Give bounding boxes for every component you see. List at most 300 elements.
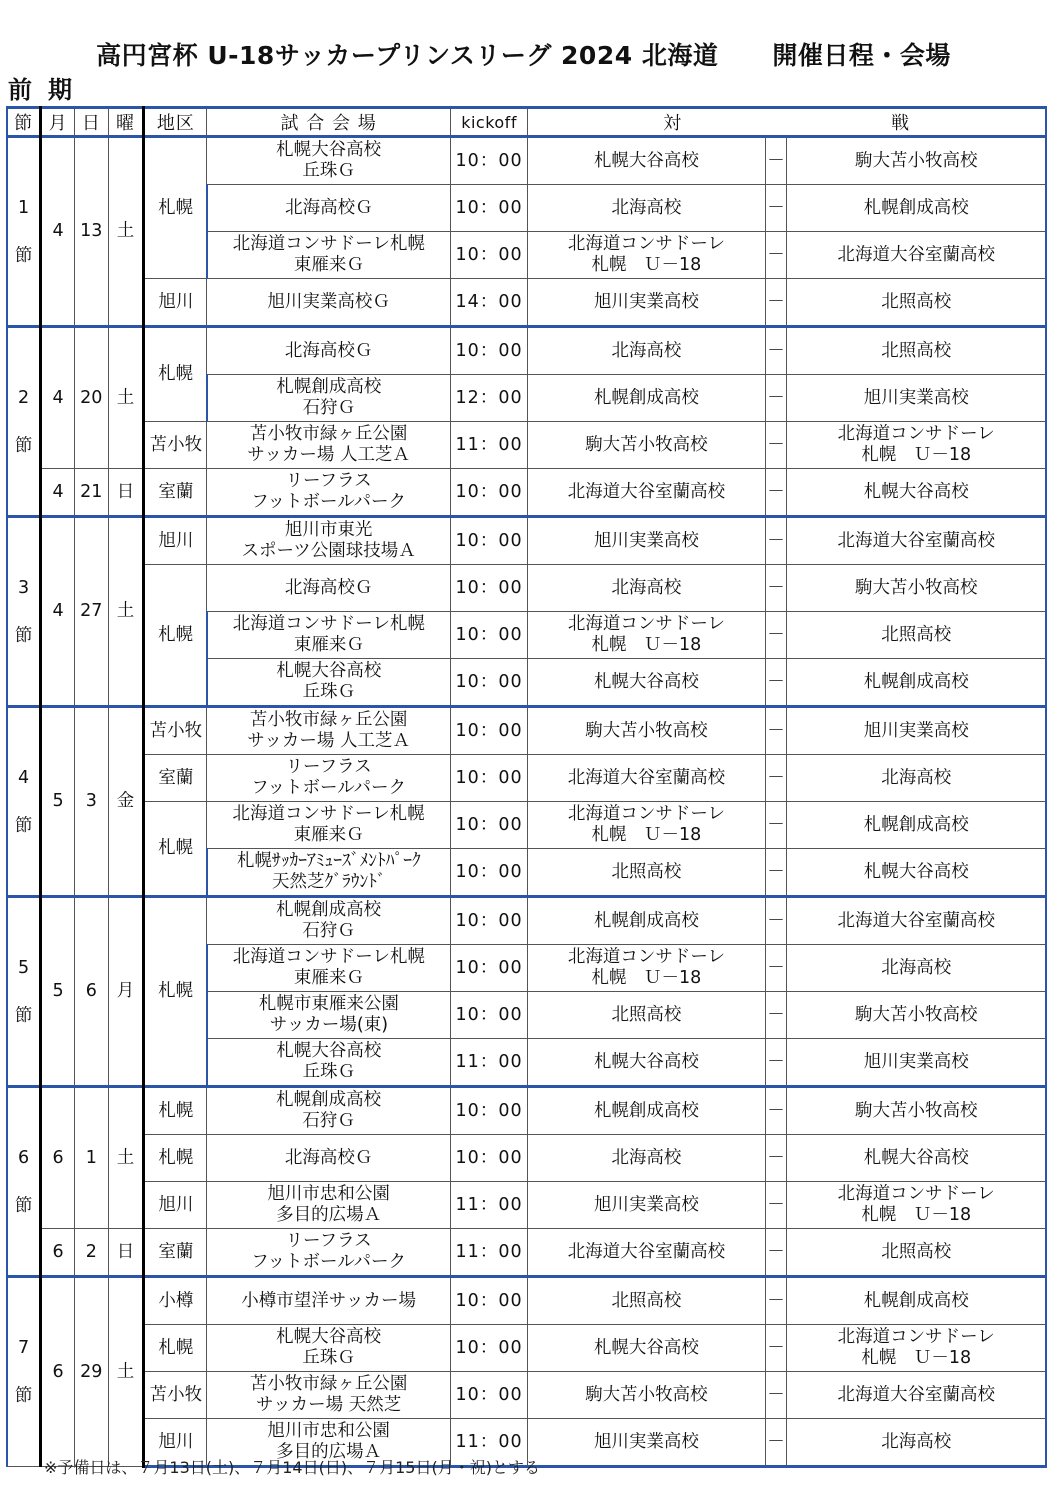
home-team-cell [528, 1039, 765, 1087]
text-line: サッカー場 人工芝Ａ [247, 731, 410, 751]
text-line: 札幌大谷高校 [593, 150, 699, 171]
day-cell: 21 [74, 469, 108, 517]
text-line: 旭川実業高校Ｇ [267, 291, 390, 312]
text-line: 丘珠Ｇ [302, 1348, 355, 1368]
match-row [7, 1372, 1046, 1419]
text-line: リーフラス [285, 1231, 372, 1251]
match-row [7, 469, 1046, 517]
weekday-cell: 土 [108, 1087, 144, 1229]
kickoff-cell: 10：00 [450, 755, 528, 802]
versus-dash: － [765, 1182, 787, 1229]
text-line: 東雁来Ｇ [293, 825, 364, 845]
away-team-cell [787, 185, 1046, 232]
month-cell: 6 [41, 1087, 75, 1229]
text-line: 駒大苫小牧高校 [585, 1384, 708, 1405]
text-line: 札幌創成高校 [276, 377, 382, 397]
home-team-cell [528, 327, 765, 375]
home-team-cell [528, 1182, 765, 1229]
text-line: 北海道大谷室蘭高校 [837, 244, 995, 265]
home-team-cell [528, 232, 765, 279]
header-match: 対 戦 [528, 108, 1046, 137]
day-cell: 3 [74, 707, 108, 897]
kickoff-cell: 10：00 [450, 1372, 528, 1419]
day-cell: 20 [74, 327, 108, 469]
text-line: 札幌大谷高校 [276, 140, 382, 160]
versus-dash: － [765, 612, 787, 659]
venue-cell [207, 422, 450, 469]
text-line: 北海高校 [611, 340, 682, 361]
region-cell: 苫小牧 [144, 707, 207, 755]
round-number-text: 3 [18, 577, 30, 598]
text-line: 旭川市忠和公園 [267, 1421, 390, 1441]
versus-dash: － [765, 802, 787, 849]
round-number-cell [7, 1277, 41, 1467]
text-line: 北海高校 [881, 957, 952, 978]
text-line: 札幌大谷高校 [593, 1337, 699, 1358]
round-number-cell [7, 327, 41, 517]
region-cell: 札幌 [144, 1087, 207, 1135]
text-line: フットボールパーク [251, 1252, 406, 1272]
weekday-cell: 日 [108, 469, 144, 517]
text-line: 苫小牧市緑ヶ丘公園 [249, 424, 408, 444]
text-line: 札幌 Ｕ－18 [861, 445, 972, 465]
text-line: 旭川市東光 [284, 520, 373, 540]
region-cell: 苫小牧 [144, 422, 207, 469]
region-cell: 室蘭 [144, 755, 207, 802]
kickoff-cell: 12：00 [450, 375, 528, 422]
header-setsu: 節 [7, 108, 41, 137]
away-team-cell [787, 897, 1046, 945]
venue-cell [207, 707, 450, 755]
text-line: 北海道大谷室蘭高校 [567, 1241, 726, 1262]
home-team-cell [528, 1135, 765, 1182]
text-line: 札幌 Ｕ－18 [861, 1205, 972, 1225]
versus-dash: － [765, 897, 787, 945]
header-region: 地区 [144, 108, 207, 137]
text-line: 北海高校 [881, 767, 952, 788]
region-cell: 旭川 [144, 517, 207, 565]
document-title [0, 36, 1047, 72]
home-team-cell [528, 422, 765, 469]
venue-cell [207, 849, 450, 897]
versus-dash: － [765, 279, 787, 327]
kickoff-cell: 10：00 [450, 232, 528, 279]
text-line: 札幌大谷高校 [276, 1327, 382, 1347]
home-team-cell [528, 375, 765, 422]
versus-dash: － [765, 517, 787, 565]
away-team-cell [787, 422, 1046, 469]
kickoff-cell: 11：00 [450, 1419, 528, 1467]
day-cell: 2 [74, 1229, 108, 1277]
text-line: 東雁来Ｇ [293, 635, 364, 655]
match-row [7, 517, 1046, 565]
header-weekday: 曜 [108, 108, 144, 137]
text-line: 札幌創成高校 [863, 671, 969, 692]
kickoff-cell: 10：00 [450, 565, 528, 612]
away-team-cell [787, 469, 1046, 517]
text-line: 札幌創成高校 [863, 197, 969, 218]
away-team-cell [787, 1419, 1046, 1467]
round-number-text: 7 [18, 1338, 30, 1358]
match-row [7, 1087, 1046, 1135]
kickoff-cell: 10：00 [450, 1087, 528, 1135]
region-cell: 札幌 [144, 897, 207, 1087]
match-row [7, 327, 1046, 375]
versus-dash: － [765, 1135, 787, 1182]
venue-cell [207, 327, 450, 375]
text-line: 札幌 Ｕ－18 [591, 635, 702, 655]
versus-dash: － [765, 707, 787, 755]
match-row [7, 1277, 1046, 1325]
kickoff-cell: 10：00 [450, 1325, 528, 1372]
region-cell: 札幌 [144, 802, 207, 897]
text-line: 北海高校 [881, 1431, 952, 1452]
round-number-text: 節 [14, 435, 33, 456]
versus-dash: － [765, 232, 787, 279]
text-line: 旭川市忠和公園 [267, 1184, 390, 1204]
match-row [7, 137, 1046, 185]
versus-dash: － [765, 1419, 787, 1467]
kickoff-cell: 10：00 [450, 612, 528, 659]
header-venue: 試 合 会 場 [207, 108, 450, 137]
away-team-cell [787, 945, 1046, 992]
region-cell: 札幌 [144, 1325, 207, 1372]
text-line: 旭川実業高校 [593, 1431, 699, 1452]
kickoff-cell: 10：00 [450, 469, 528, 517]
text-line: 札幌ｻｯｶｰｱﾐｭｰｽﾞﾒﾝﾄﾊﾟｰｸ [237, 851, 421, 871]
region-cell: 札幌 [144, 137, 207, 279]
home-team-cell [528, 565, 765, 612]
text-line: 札幌創成高校 [276, 1090, 382, 1110]
round-number-cell [7, 517, 41, 707]
match-row [7, 897, 1046, 945]
round-number-text: 2 [18, 387, 30, 408]
home-team-cell [528, 945, 765, 992]
away-team-cell [787, 1087, 1046, 1135]
text-line: 小樽市望洋サッカー場 [241, 1290, 416, 1311]
away-team-cell [787, 1229, 1046, 1277]
text-line: 北照高校 [611, 1290, 682, 1311]
month-cell: 4 [41, 517, 75, 707]
venue-cell [207, 1229, 450, 1277]
away-team-cell [787, 565, 1046, 612]
text-line: リーフラス [285, 757, 372, 777]
home-team-cell [528, 185, 765, 232]
round-number-text: 節 [14, 245, 33, 266]
text-line: 石狩Ｇ [302, 921, 355, 941]
text-line: 駒大苫小牧高校 [854, 1004, 978, 1025]
kickoff-cell: 10：00 [450, 659, 528, 707]
text-line: 北海道コンサドーレ札幌 [232, 614, 425, 634]
versus-dash: － [765, 422, 787, 469]
region-cell: 苫小牧 [144, 1372, 207, 1419]
text-line: 札幌創成高校 [593, 1100, 699, 1121]
venue-cell [207, 517, 450, 565]
kickoff-cell: 14：00 [450, 279, 528, 327]
round-number-cell [7, 137, 41, 327]
versus-dash: － [765, 1277, 787, 1325]
away-team-cell [787, 1325, 1046, 1372]
versus-dash: － [765, 185, 787, 232]
match-row [7, 802, 1046, 849]
region-cell: 旭川 [144, 1182, 207, 1229]
title-main: 高円宮杯 U-18サッカープリンスリーグ 2024 北海道 [96, 41, 719, 70]
text-line: 旭川実業高校 [593, 291, 699, 312]
versus-dash: － [765, 137, 787, 185]
away-team-cell [787, 1182, 1046, 1229]
venue-cell [207, 945, 450, 992]
home-team-cell [528, 659, 765, 707]
kickoff-cell: 10：00 [450, 327, 528, 375]
venue-cell [207, 802, 450, 849]
text-line: 北海道コンサドーレ [567, 947, 726, 967]
home-team-cell [528, 517, 765, 565]
match-row [7, 422, 1046, 469]
weekday-cell: 金 [108, 707, 144, 897]
text-line: 札幌創成高校 [593, 910, 699, 931]
match-row [7, 1135, 1046, 1182]
text-line: 北照高校 [881, 624, 952, 645]
text-line: 北海道コンサドーレ [567, 804, 726, 824]
text-line: 東雁来Ｇ [293, 255, 364, 275]
header-day: 日 [74, 108, 108, 137]
round-number-text: 節 [14, 815, 33, 836]
away-team-cell [787, 755, 1046, 802]
away-team-cell [787, 1135, 1046, 1182]
home-team-cell [528, 469, 765, 517]
text-line: 北海高校Ｇ [285, 197, 373, 218]
kickoff-cell: 10：00 [450, 1135, 528, 1182]
round-number-text: 節 [14, 1005, 33, 1026]
versus-dash: － [765, 565, 787, 612]
weekday-cell: 土 [108, 137, 144, 327]
text-line: 北照高校 [611, 1004, 682, 1025]
away-team-cell [787, 1372, 1046, 1419]
venue-cell [207, 185, 450, 232]
text-line: 旭川実業高校 [593, 530, 699, 551]
kickoff-cell: 11：00 [450, 1229, 528, 1277]
text-line: 北海道コンサドーレ [567, 234, 726, 254]
header-kickoff: kickoff [450, 108, 528, 137]
header-row [7, 108, 1046, 137]
kickoff-cell: 10：00 [450, 517, 528, 565]
round-number-cell [7, 707, 41, 897]
venue-cell [207, 1087, 450, 1135]
weekday-cell: 土 [108, 327, 144, 469]
home-team-cell [528, 992, 765, 1039]
home-team-cell [528, 707, 765, 755]
text-line: 丘珠Ｇ [302, 1062, 356, 1082]
away-team-cell [787, 849, 1046, 897]
venue-cell [207, 1039, 450, 1087]
away-team-cell [787, 279, 1046, 327]
text-line: 北海道コンサドーレ [837, 1327, 995, 1347]
region-cell: 札幌 [144, 327, 207, 422]
venue-cell [207, 992, 450, 1039]
match-row [7, 755, 1046, 802]
text-line: リーフラス [285, 471, 372, 491]
versus-dash: － [765, 659, 787, 707]
month-cell: 4 [41, 137, 75, 327]
home-team-cell [528, 1419, 765, 1467]
away-team-cell [787, 659, 1046, 707]
text-line: 札幌 Ｕ－18 [861, 1348, 972, 1368]
weekday-cell: 土 [108, 517, 144, 707]
venue-cell [207, 469, 450, 517]
schedule-body [7, 137, 1046, 1467]
region-cell: 室蘭 [144, 469, 207, 517]
text-line: 苫小牧市緑ヶ丘公園 [249, 1374, 408, 1394]
match-row [7, 707, 1046, 755]
text-line: 北海高校Ｇ [284, 577, 373, 598]
weekday-cell: 土 [108, 1277, 144, 1467]
kickoff-cell: 11：00 [450, 1182, 528, 1229]
round-number-cell [7, 897, 41, 1087]
versus-dash: － [765, 1325, 787, 1372]
venue-cell [207, 279, 450, 327]
text-line: 札幌創成高校 [593, 387, 699, 408]
text-line: 北海道コンサドーレ札幌 [232, 234, 425, 254]
home-team-cell [528, 137, 765, 185]
venue-cell [207, 612, 450, 659]
text-line: 旭川実業高校 [863, 1051, 969, 1072]
text-line: 札幌創成高校 [863, 1290, 969, 1311]
home-team-cell [528, 612, 765, 659]
month-cell: 4 [41, 327, 75, 469]
text-line: 東雁来Ｇ [293, 968, 364, 988]
text-line: 駒大苫小牧高校 [854, 1100, 978, 1121]
text-line: 札幌大谷高校 [276, 1041, 382, 1061]
text-line: 札幌大谷高校 [276, 661, 382, 681]
text-line: 札幌大谷高校 [863, 481, 969, 502]
kickoff-cell: 10：00 [450, 137, 528, 185]
text-line: 札幌 Ｕ－18 [591, 255, 702, 275]
kickoff-cell: 11：00 [450, 422, 528, 469]
versus-dash: － [765, 1229, 787, 1277]
header-month: 月 [41, 108, 75, 137]
venue-cell [207, 1182, 450, 1229]
month-cell: 6 [41, 1229, 75, 1277]
text-line: 北照高校 [881, 340, 952, 361]
match-row [7, 565, 1046, 612]
versus-dash: － [765, 469, 787, 517]
match-row [7, 1182, 1046, 1229]
text-line: サッカー場(東) [269, 1015, 389, 1035]
month-cell: 4 [41, 469, 75, 517]
away-team-cell [787, 992, 1046, 1039]
month-cell: 6 [41, 1277, 75, 1467]
text-line: 北海道大谷室蘭高校 [567, 767, 726, 788]
home-team-cell [528, 1372, 765, 1419]
venue-cell [207, 1135, 450, 1182]
text-line: 石狩Ｇ [302, 398, 356, 418]
kickoff-cell: 10：00 [450, 802, 528, 849]
text-line: 旭川実業高校 [863, 720, 969, 741]
venue-cell [207, 565, 450, 612]
away-team-cell [787, 232, 1046, 279]
text-line: 札幌大谷高校 [593, 1051, 699, 1072]
text-line: 丘珠Ｇ [302, 161, 355, 181]
away-team-cell [787, 612, 1046, 659]
day-cell: 27 [74, 517, 108, 707]
venue-cell [207, 137, 450, 185]
round-number-text: 節 [14, 1386, 33, 1406]
kickoff-cell: 10：00 [450, 945, 528, 992]
text-line: 石狩Ｇ [302, 1111, 355, 1131]
text-line: 駒大苫小牧高校 [585, 720, 708, 741]
text-line: 札幌創成高校 [276, 900, 382, 920]
title-sub: 開催日程・会場 [772, 41, 951, 70]
month-cell: 5 [41, 707, 75, 897]
venue-cell [207, 1277, 450, 1325]
away-team-cell [787, 707, 1046, 755]
text-line: 札幌大谷高校 [593, 671, 699, 692]
text-line: 北照高校 [611, 861, 682, 882]
venue-cell [207, 232, 450, 279]
home-team-cell [528, 1229, 765, 1277]
home-team-cell [528, 1325, 765, 1372]
away-team-cell [787, 375, 1046, 422]
region-cell: 小樽 [144, 1277, 207, 1325]
kickoff-cell: 10：00 [450, 1277, 528, 1325]
text-line: 北照高校 [881, 1241, 952, 1262]
text-line: 札幌創成高校 [863, 814, 969, 835]
venue-cell [207, 375, 450, 422]
text-line: 多目的広場Ａ [276, 1205, 382, 1225]
home-team-cell [528, 755, 765, 802]
text-line: 札幌 Ｕ－18 [591, 825, 702, 845]
day-cell: 13 [74, 137, 108, 327]
match-row [7, 1325, 1046, 1372]
text-line: 北海道コンサドーレ [837, 1184, 995, 1204]
text-line: 苫小牧市緑ヶ丘公園 [249, 710, 408, 730]
kickoff-cell: 10：00 [450, 707, 528, 755]
kickoff-cell: 10：00 [450, 992, 528, 1039]
home-team-cell [528, 802, 765, 849]
text-line: 北海高校 [611, 197, 682, 218]
away-team-cell [787, 802, 1046, 849]
text-line: 北海高校Ｇ [284, 340, 373, 361]
text-line: 北海道大谷室蘭高校 [837, 1384, 995, 1405]
away-team-cell [787, 1277, 1046, 1325]
away-team-cell [787, 327, 1046, 375]
home-team-cell [528, 897, 765, 945]
weekday-cell: 月 [108, 897, 144, 1087]
round-number-text: 5 [18, 957, 30, 978]
text-line: 駒大苫小牧高校 [854, 150, 978, 171]
region-cell: 旭川 [144, 1419, 207, 1467]
away-team-cell [787, 137, 1046, 185]
text-line: 北海道コンサドーレ札幌 [232, 947, 425, 967]
text-line: 多目的広場Ａ [276, 1442, 382, 1462]
text-line: 北海道コンサドーレ [837, 424, 995, 444]
kickoff-cell: 10：00 [450, 185, 528, 232]
text-line: 札幌大谷高校 [863, 1147, 969, 1168]
region-cell: 旭川 [144, 279, 207, 327]
text-line: 天然芝ｸﾞﾗｳﾝﾄﾞ [272, 872, 386, 892]
kickoff-cell: 10：00 [450, 897, 528, 945]
text-line: フットボールパーク [251, 778, 406, 798]
versus-dash: － [765, 375, 787, 422]
region-cell: 札幌 [144, 1135, 207, 1182]
away-team-cell [787, 517, 1046, 565]
text-line: 北海道コンサドーレ [567, 614, 726, 634]
region-cell: 室蘭 [144, 1229, 207, 1277]
round-number-text: 節 [14, 625, 33, 646]
region-cell: 札幌 [144, 565, 207, 707]
text-line: 北照高校 [881, 291, 952, 312]
home-team-cell [528, 1277, 765, 1325]
